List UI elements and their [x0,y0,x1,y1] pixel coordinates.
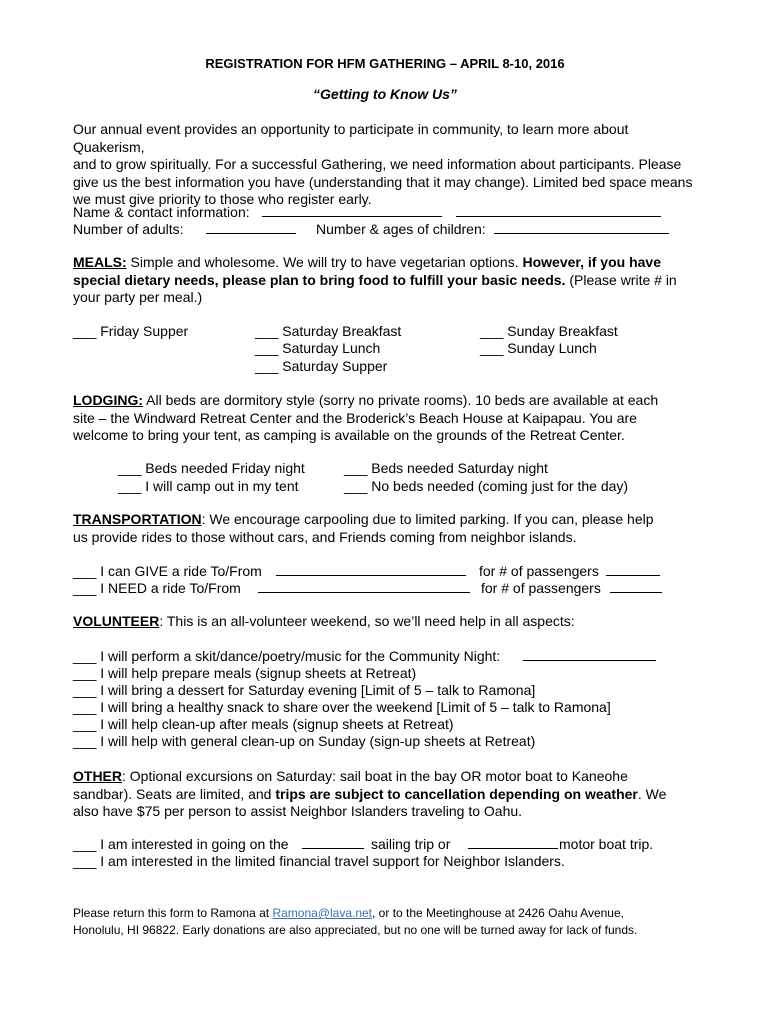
perform-field[interactable] [523,648,656,661]
meal-option-friday-supper[interactable]: ___ Friday Supper [73,323,189,339]
ride-give-passengers-field[interactable] [606,563,660,576]
ride-give-location-field[interactable] [276,563,466,576]
meal-option-saturday-lunch[interactable]: ___ Saturday Lunch [255,340,381,356]
meal-option-saturday-supper[interactable]: ___ Saturday Supper [255,358,388,374]
ride-need-passengers-field[interactable] [610,580,662,593]
children-label: Number & ages of children: [316,221,486,237]
lodging-option-camp[interactable]: ___ I will camp out in my tent [118,478,299,494]
volunteer-item-snack[interactable]: ___ I will bring a healthy snack to share over the weekend [Limit of 5 – talk to Ramona] [73,699,611,715]
name-contact-label: Name & contact information: [73,204,250,220]
name-field[interactable] [262,204,442,217]
ride-need-option[interactable]: ___ I NEED a ride To/From [73,580,241,596]
lodging-option-friday[interactable]: ___ Beds needed Friday night [118,460,305,476]
ride-need-passengers-label: for # of passengers [481,580,601,596]
adults-label: Number of adults: [73,221,184,237]
form-subtitle: “Getting to Know Us” [313,86,457,102]
travel-support-option[interactable]: ___ I am interested in the limited financial travel support for Neighbor Islanders. [73,853,565,869]
children-field[interactable] [494,221,669,234]
meals-paragraph: MEALS: Simple and wholesome. We will try to have vegetarian options. However, if you have special dietary needs, please plan to bring food to fulfill your basic needs. (Please write # in your party per meal.) [73,254,677,305]
meal-option-saturday-breakfast[interactable]: ___ Saturday Breakfast [255,323,402,339]
other-heading: OTHER [73,768,122,784]
ride-give-option[interactable]: ___ I can GIVE a ride To/From [73,563,262,579]
footer-note: Please return this form to Ramona at Ramona@lava.net, or to the Meetinghouse at 2426 Oahu Avenue, Honolulu, HI 96822. Early donations are also appreciated, but no one will be turned away for lack of funds. [73,906,638,937]
ride-give-passengers-label: for # of passengers [479,563,599,579]
sailing-trip-label: sailing trip or [371,836,451,852]
transportation-paragraph: TRANSPORTATION: We encourage carpooling due to limited parking. If you can, please help us provide rides to those without cars, and Friends coming from neighbor islands. [73,511,654,545]
meals-heading: MEALS: [73,254,127,270]
lodging-heading: LODGING: [73,392,143,408]
meal-option-sunday-breakfast[interactable]: ___ Sunday Breakfast [480,323,618,339]
adults-field[interactable] [206,221,296,234]
contact-field[interactable] [456,204,661,217]
transportation-heading: TRANSPORTATION [73,511,202,527]
other-paragraph: OTHER: Optional excursions on Saturday: sail boat in the bay OR motor boat to Kaneohe sandbar). Seats are limited, and trips are subject to cancellation depending on weather. We also have $75 per person to assist Neighbor Islanders traveling to Oahu. [73,768,667,819]
excursion-interest-option[interactable]: ___ I am interested in going on the [73,836,289,852]
ride-need-location-field[interactable] [258,580,470,593]
volunteer-heading: VOLUNTEER [73,613,160,629]
form-title: REGISTRATION FOR HFM GATHERING – APRIL 8-10, 2016 [205,56,565,71]
intro-line: give us the best information you have (understanding that it may change). Limited bed space means [73,173,693,190]
volunteer-item-meals[interactable]: ___ I will help prepare meals (signup sheets at Retreat) [73,665,417,681]
excursion-count-field[interactable] [302,836,364,849]
volunteer-item-cleanup-meals[interactable]: ___ I will help clean-up after meals (signup sheets at Retreat) [73,716,454,732]
meal-option-sunday-lunch[interactable]: ___ Sunday Lunch [480,340,597,356]
intro-line: we must give priority to those who register early. [73,191,372,207]
intro-line: and to grow spiritually. For a successful Gathering, we need information about participants. Please [73,156,682,172]
motor-boat-count-field[interactable] [468,836,558,849]
lodging-option-no-beds[interactable]: ___ No beds needed (coming just for the day) [344,478,629,494]
intro-line: Our annual event provides an opportunity to participate in community, to learn more about Quakerism, [73,121,629,155]
motor-boat-label: motor boat trip. [559,836,654,852]
email-link[interactable]: Ramona@lava.net [272,906,373,920]
volunteer-item-dessert[interactable]: ___ I will bring a dessert for Saturday evening [Limit of 5 – talk to Ramona] [73,682,536,698]
volunteer-item-perform[interactable]: ___ I will perform a skit/dance/poetry/music for the Community Night: [73,648,501,664]
intro-paragraph [73,121,703,209]
lodging-paragraph: LODGING: All beds are dormitory style (sorry no private rooms). 10 beds are available at each site – the Windward Retreat Center and the Broderick’s Beach House at Kaipapau. You are welcome to bring your tent, as camping is available on the grounds of the Retreat Center. [73,392,659,443]
volunteer-intro: VOLUNTEER: This is an all-volunteer weekend, so we’ll need help in all aspects: [73,613,575,629]
volunteer-item-cleanup-sunday[interactable]: ___ I will help with general clean-up on Sunday (sign-up sheets at Retreat) [73,733,536,749]
lodging-option-saturday[interactable]: ___ Beds needed Saturday night [344,460,548,476]
